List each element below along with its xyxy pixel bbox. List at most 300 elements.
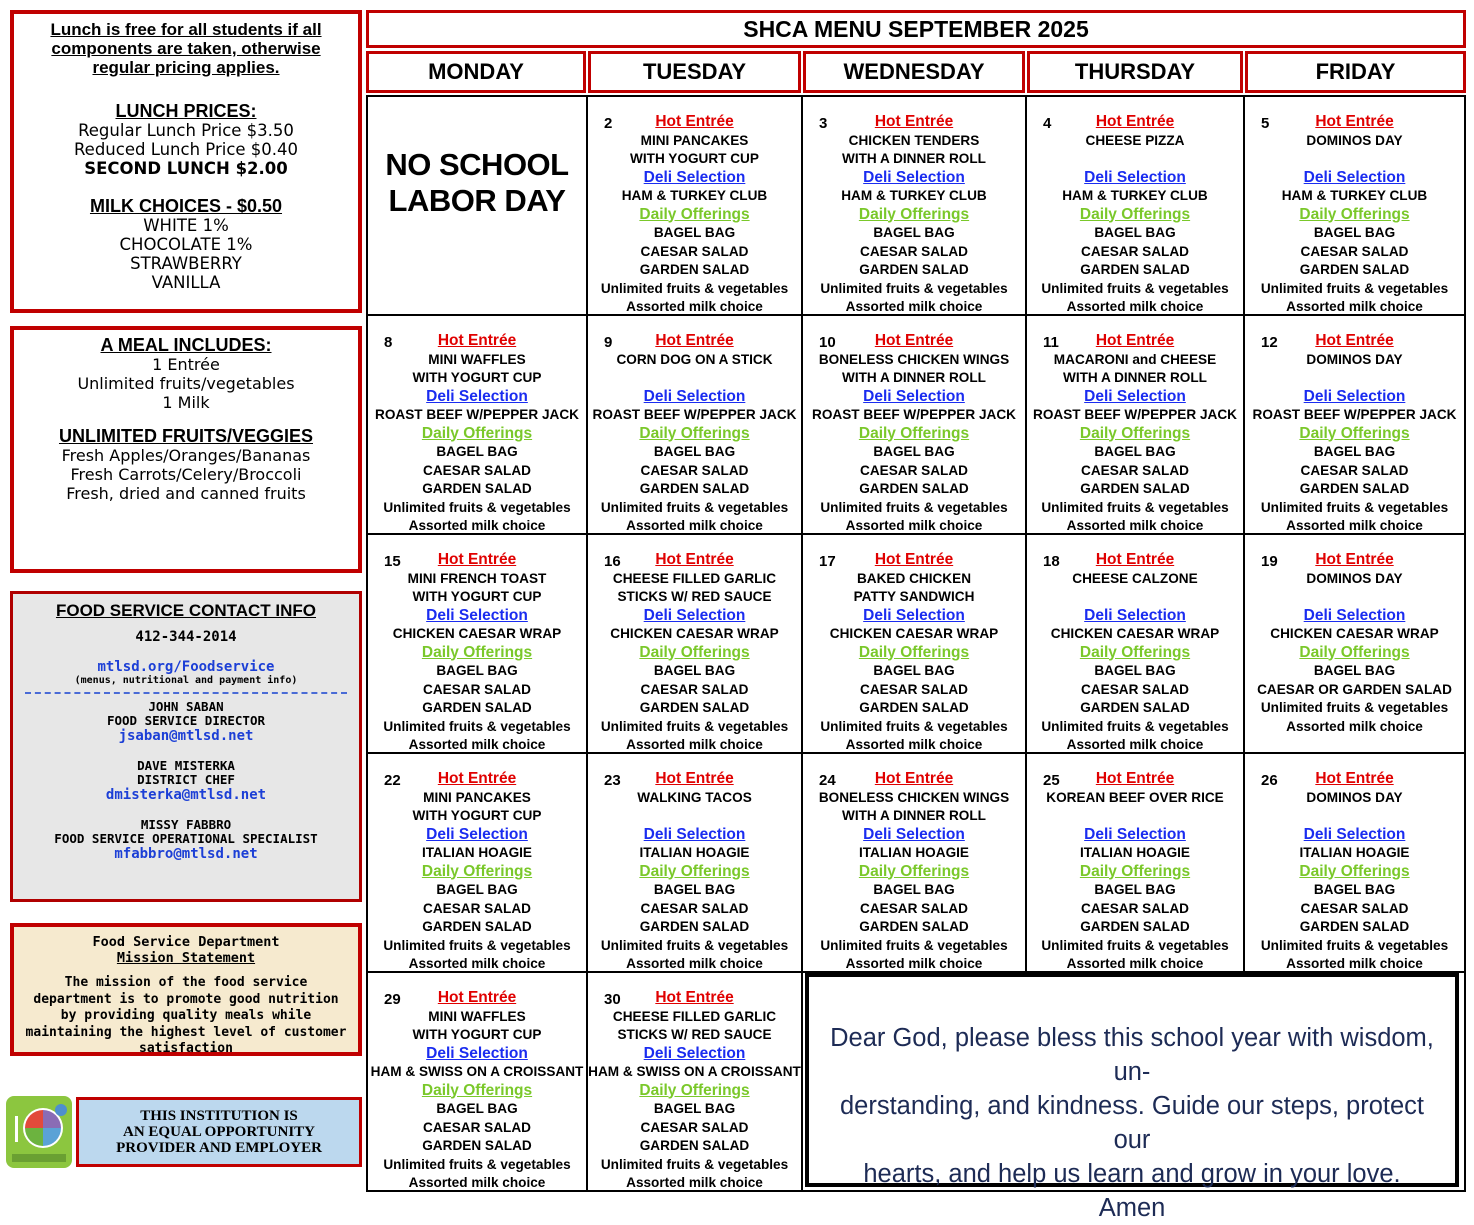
deli-item: HAM & SWISS ON A CROISSANT — [370, 1064, 584, 1079]
deli-selection-label: Deli Selection — [1084, 825, 1186, 843]
daily-item: Unlimited fruits & vegetables — [1260, 280, 1449, 296]
date-number: 15 — [384, 553, 401, 570]
daily-item: CAESAR SALAD — [860, 900, 968, 916]
contact-email[interactable]: jsaban@mtlsd.net — [118, 728, 254, 744]
day-cell-wednesday — [803, 535, 1027, 754]
daily-item: CAESAR SALAD — [640, 900, 749, 916]
day-cell-tuesday — [588, 97, 803, 316]
hot-entree-label: Hot Entrée — [1315, 113, 1394, 130]
date-number: 3 — [819, 115, 828, 132]
daily-item: Assorted milk choice — [1286, 718, 1423, 734]
equal-line: THIS INSTITUTION IS — [140, 1108, 298, 1124]
daily-item: BAGEL BAG — [436, 444, 518, 459]
reduced-price: Reduced Lunch Price $0.40 — [73, 140, 299, 159]
prayer-line: Amen — [1098, 1194, 1166, 1222]
hot-entree-label: Hot Entrée — [1095, 332, 1175, 349]
free-line-3: regular pricing applies. — [92, 58, 280, 77]
hot-entree-item: DOMINOS DAY — [1306, 351, 1403, 367]
daily-item: Unlimited fruits & vegetables — [600, 499, 789, 515]
deli-item: ITALIAN HOAGIE — [421, 845, 532, 860]
day-cell-thursday — [1027, 316, 1245, 535]
daily-item: CAESAR SALAD — [1081, 243, 1189, 259]
equal-opportunity-box — [76, 1097, 362, 1167]
hot-entree-item: CHICKEN TENDERS — [848, 132, 980, 148]
daily-item: CAESAR SALAD — [1300, 462, 1409, 478]
daily-item: GARDEN SALAD — [639, 262, 750, 277]
date-number: 18 — [1043, 553, 1060, 570]
daily-item: Assorted milk choice — [626, 299, 763, 314]
mission-subtitle: Mission Statement — [116, 950, 256, 966]
daily-offerings-label: Daily Offerings — [421, 1081, 533, 1099]
contact-title: DISTRICT CHEF — [137, 772, 235, 787]
menu-items — [1027, 770, 1243, 974]
hot-entree-label: Hot Entrée — [1095, 113, 1175, 130]
daily-item: BAGEL BAG — [653, 225, 736, 240]
menu-items — [368, 770, 586, 974]
hot-entree-item — [1027, 588, 1243, 607]
deli-selection-label: Deli Selection — [643, 1044, 746, 1062]
deli-selection-label: Deli Selection — [863, 825, 965, 843]
prayer-line: Dear God, please bless this school year with wisdom, un- — [830, 1024, 1434, 1086]
date-number: 25 — [1043, 772, 1060, 789]
daily-item: Assorted milk choice — [626, 737, 763, 752]
day-cell-thursday — [1027, 97, 1245, 316]
hot-entree-item — [1027, 150, 1243, 169]
divider — [25, 692, 347, 694]
day-cell-monday — [368, 97, 588, 316]
hot-entree-item: WITH YOGURT CUP — [412, 589, 542, 604]
menu-items — [803, 332, 1025, 536]
hot-entree-item: BAKED CHICKEN — [856, 570, 972, 586]
date-number: 5 — [1261, 115, 1270, 132]
hot-entree-item: CORN DOG ON A STICK — [616, 351, 773, 367]
daily-offerings-label: Daily Offerings — [1299, 862, 1410, 880]
daily-item: Unlimited fruits & vegetables — [600, 718, 789, 734]
date-number: 30 — [604, 991, 621, 1008]
hot-entree-label: Hot Entrée — [1095, 770, 1175, 787]
deli-item: ROAST BEEF W/PEPPER JACK — [1033, 407, 1237, 422]
hot-entree-item: BONELESS CHICKEN WINGS — [818, 789, 1010, 805]
hot-entree-label: Hot Entrée — [1315, 551, 1394, 568]
date-number: 29 — [384, 991, 401, 1008]
prayer-box — [805, 973, 1459, 1222]
daily-item: Assorted milk choice — [408, 737, 546, 752]
daily-offerings-label: Daily Offerings — [858, 424, 970, 442]
day-header-thursday: THURSDAY — [1027, 51, 1243, 93]
menu-items — [588, 332, 801, 536]
day-cell-monday — [368, 973, 588, 1192]
date-number: 16 — [604, 553, 621, 570]
hot-entree-item: CHEESE CALZONE — [1072, 570, 1198, 586]
daily-item: BAGEL BAG — [1313, 225, 1396, 240]
daily-item: GARDEN SALAD — [639, 919, 750, 934]
daily-item: Assorted milk choice — [845, 299, 983, 314]
daily-offerings-label: Daily Offerings — [858, 643, 970, 661]
day-cell-wednesday — [803, 316, 1027, 535]
date-number: 23 — [604, 772, 621, 789]
daily-item: Unlimited fruits & vegetables — [383, 718, 571, 734]
deli-selection-label: Deli Selection — [1084, 606, 1186, 624]
hot-entree-item: BONELESS CHICKEN WINGS — [818, 351, 1010, 367]
daily-item: BAGEL BAG — [873, 444, 955, 459]
deli-selection-label: Deli Selection — [643, 825, 746, 843]
menu-items — [803, 551, 1025, 755]
hot-entree-label: Hot Entrée — [874, 332, 954, 349]
menu-items — [368, 989, 586, 1193]
foodservice-link[interactable]: mtlsd.org/Foodservice — [97, 659, 275, 675]
link-note: (menus, nutritional and payment info) — [74, 675, 298, 686]
hot-entree-item: WITH YOGURT CUP — [412, 370, 542, 385]
contact-title: FOOD SERVICE OPERATIONAL SPECIALIST — [54, 831, 318, 846]
daily-item: CAESAR SALAD — [423, 900, 531, 916]
daily-item: GARDEN SALAD — [639, 700, 750, 715]
daily-item: Unlimited fruits & vegetables — [383, 937, 571, 953]
daily-item: BAGEL BAG — [436, 663, 518, 678]
daily-item: BAGEL BAG — [436, 1101, 518, 1116]
daily-item: GARDEN SALAD — [859, 481, 969, 496]
hot-entree-item: CHEESE PIZZA — [1085, 132, 1185, 148]
date-number: 10 — [819, 334, 836, 351]
deli-selection-label: Deli Selection — [426, 387, 528, 405]
prayer-line: hearts, and help us learn and grow in your love. — [863, 1160, 1401, 1188]
daily-item: GARDEN SALAD — [859, 700, 969, 715]
hot-entree-label: Hot Entrée — [1315, 332, 1394, 349]
hot-entree-item: CHEESE FILLED GARLIC — [612, 1008, 777, 1024]
daily-item: Assorted milk choice — [408, 1175, 546, 1190]
daily-item: CAESAR SALAD — [640, 681, 749, 697]
deli-item: HAM & SWISS ON A CROISSANT — [588, 1064, 801, 1079]
hot-entree-item — [1245, 150, 1464, 169]
daily-item: CAESAR SALAD — [1300, 243, 1409, 259]
daily-item: Assorted milk choice — [1286, 518, 1423, 533]
hot-entree-item — [1245, 807, 1464, 826]
daily-offerings-label: Daily Offerings — [1299, 424, 1410, 442]
deli-item: ROAST BEEF W/PEPPER JACK — [375, 407, 579, 422]
deli-item: ITALIAN HOAGIE — [1299, 845, 1410, 860]
no-school-notice — [368, 147, 586, 219]
hot-entree-item — [1027, 807, 1243, 826]
hot-entree-item: MINI WAFFLES — [428, 351, 526, 367]
hot-entree-item: MINI FRENCH TOAST — [407, 570, 547, 586]
menu-items — [803, 113, 1025, 317]
daily-offerings-label: Daily Offerings — [421, 643, 533, 661]
day-cell-monday — [368, 316, 588, 535]
daily-item: GARDEN SALAD — [422, 700, 532, 715]
free-line-2: components are taken, otherwise — [51, 39, 321, 58]
second-lunch-price: SECOND LUNCH $2.00 — [84, 159, 288, 178]
day-header-wednesday: WEDNESDAY — [803, 51, 1025, 93]
daily-offerings-label: Daily Offerings — [858, 205, 970, 223]
deli-item: ITALIAN HOAGIE — [639, 845, 750, 860]
date-number: 17 — [819, 553, 836, 570]
daily-item: Unlimited fruits & vegetables — [1041, 499, 1229, 515]
daily-item: Assorted milk choice — [845, 956, 983, 971]
daily-item: GARDEN SALAD — [1080, 919, 1190, 934]
hot-entree-label: Hot Entrée — [655, 551, 734, 568]
daily-item: Unlimited fruits & vegetables — [600, 1156, 789, 1172]
daily-item: GARDEN SALAD — [422, 481, 532, 496]
hot-entree-label: Hot Entrée — [874, 770, 954, 787]
daily-offerings-label: Daily Offerings — [639, 1081, 750, 1099]
hot-entree-item — [1245, 588, 1464, 607]
menu-items — [588, 770, 801, 974]
daily-item: GARDEN SALAD — [1299, 262, 1410, 277]
mission-statement-box — [10, 923, 362, 1056]
lunch-prices-heading: LUNCH PRICES: — [115, 101, 257, 121]
meal-item: 1 Entrée — [152, 355, 220, 374]
daily-offerings-label: Daily Offerings — [1299, 205, 1410, 223]
hot-entree-item: WITH A DINNER ROLL — [842, 370, 986, 385]
equal-line: PROVIDER AND EMPLOYER — [116, 1140, 322, 1156]
daily-item: Unlimited fruits & vegetables — [600, 280, 789, 296]
day-header-friday: FRIDAY — [1245, 51, 1466, 93]
daily-item: CAESAR SALAD — [1081, 681, 1189, 697]
daily-item: CAESAR SALAD — [860, 462, 968, 478]
daily-item: CAESAR SALAD — [860, 681, 968, 697]
deli-selection-label: Deli Selection — [426, 1044, 528, 1062]
phone-number: 412-344-2014 — [135, 629, 237, 645]
menu-items — [1245, 551, 1464, 736]
free-lunch-notice — [14, 20, 358, 77]
daily-offerings-label: Daily Offerings — [1299, 643, 1410, 661]
day-cell-monday — [368, 535, 588, 754]
hot-entree-item: CHEESE FILLED GARLIC — [612, 570, 777, 586]
daily-item: Unlimited fruits & vegetables — [600, 937, 789, 953]
daily-item: GARDEN SALAD — [859, 919, 969, 934]
daily-item: CAESAR SALAD — [1081, 462, 1189, 478]
daily-item: CAESAR SALAD — [640, 462, 749, 478]
daily-item: CAESAR SALAD — [423, 681, 531, 697]
daily-item: BAGEL BAG — [1094, 663, 1176, 678]
daily-item: CAESAR SALAD — [423, 1119, 531, 1135]
daily-item: CAESAR SALAD — [1081, 900, 1189, 916]
deli-item: HAM & TURKEY CLUB — [1281, 188, 1428, 203]
day-cell-tuesday — [588, 535, 803, 754]
daily-item: GARDEN SALAD — [1080, 700, 1190, 715]
daily-item: BAGEL BAG — [1094, 225, 1176, 240]
date-number: 26 — [1261, 772, 1278, 789]
menu-items — [1245, 113, 1464, 317]
daily-item: Assorted milk choice — [626, 956, 763, 971]
daily-offerings-label: Daily Offerings — [1079, 205, 1191, 223]
date-number: 22 — [384, 772, 401, 789]
day-cell-friday — [1245, 535, 1464, 754]
daily-item: BAGEL BAG — [1094, 882, 1176, 897]
hot-entree-item: WITH YOGURT CUP — [412, 1027, 542, 1042]
menu-items — [368, 332, 586, 536]
daily-offerings-label: Daily Offerings — [1079, 424, 1191, 442]
daily-item: BAGEL BAG — [873, 225, 955, 240]
daily-item: BAGEL BAG — [873, 882, 955, 897]
date-number: 19 — [1261, 553, 1278, 570]
date-number: 9 — [604, 334, 613, 351]
day-cell-monday — [368, 754, 588, 973]
daily-offerings-label: Daily Offerings — [639, 862, 750, 880]
daily-item: Assorted milk choice — [1066, 299, 1204, 314]
milk-choices-heading: MILK CHOICES - $0.50 — [89, 196, 283, 216]
hot-entree-item: WALKING TACOS — [637, 789, 752, 805]
hot-entree-item: WITH YOGURT CUP — [630, 151, 759, 166]
menu-items — [1027, 113, 1243, 317]
hot-entree-label: Hot Entrée — [437, 989, 517, 1006]
menu-items — [368, 551, 586, 755]
daily-offerings-label: Daily Offerings — [1079, 643, 1191, 661]
hot-entree-item: WITH YOGURT CUP — [412, 808, 542, 823]
deli-item: HAM & TURKEY CLUB — [621, 188, 768, 203]
daily-item: BAGEL BAG — [653, 444, 736, 459]
deli-item: ITALIAN HOAGIE — [1079, 845, 1190, 860]
menu-items — [588, 551, 801, 755]
deli-selection-label: Deli Selection — [1303, 168, 1406, 186]
daily-item: Assorted milk choice — [845, 737, 983, 752]
mission-title: Food Service Department — [92, 934, 280, 950]
daily-item: Unlimited fruits & vegetables — [1260, 700, 1449, 715]
contact-title: FOOD SERVICE DIRECTOR — [106, 713, 266, 728]
deli-item: CHICKEN CAESAR WRAP — [1270, 626, 1439, 641]
deli-selection-label: Deli Selection — [643, 387, 746, 405]
prayer-line: derstanding, and kindness. Guide our steps, protect our — [839, 1092, 1425, 1154]
daily-offerings-label: Daily Offerings — [421, 424, 533, 442]
hot-entree-item: STICKS W/ RED SAUCE — [617, 1027, 772, 1042]
contact-name: MISSY FABBRO — [140, 817, 232, 832]
daily-item: Unlimited fruits & vegetables — [820, 499, 1008, 515]
hot-entree-item: KOREAN BEEF OVER RICE — [1046, 789, 1224, 805]
hot-entree-item: DOMINOS DAY — [1306, 132, 1403, 148]
contact-info-box — [10, 591, 362, 902]
deli-selection-label: Deli Selection — [1084, 168, 1186, 186]
unlimited-veggies-heading: UNLIMITED FRUITS/VEGGIES — [58, 426, 313, 446]
mission-text: The mission of the food service department is to promote good nutrition by providing quality meals while maintaining the highest level of customer satisfaction — [25, 975, 347, 1056]
contact-name: JOHN SABAN — [148, 699, 224, 714]
daily-item: Unlimited fruits & vegetables — [1260, 937, 1449, 953]
meal-item: Unlimited fruits/vegetables — [77, 374, 295, 393]
deli-selection-label: Deli Selection — [1084, 387, 1186, 405]
deli-item: ROAST BEEF W/PEPPER JACK — [592, 407, 797, 422]
hot-entree-label: Hot Entrée — [437, 770, 517, 787]
deli-selection-label: Deli Selection — [1303, 606, 1406, 624]
daily-item: BAGEL BAG — [653, 663, 736, 678]
deli-selection-label: Deli Selection — [863, 387, 965, 405]
hot-entree-label: Hot Entrée — [655, 113, 734, 130]
deli-item: CHICKEN CAESAR WRAP — [1050, 626, 1220, 641]
date-number: 2 — [604, 115, 613, 132]
date-number: 24 — [819, 772, 836, 789]
veg-item: Fresh Carrots/Celery/Broccoli — [70, 465, 302, 484]
daily-item: GARDEN SALAD — [639, 481, 750, 496]
date-number: 4 — [1043, 115, 1052, 132]
daily-item: Unlimited fruits & vegetables — [383, 1156, 571, 1172]
meal-includes-box — [10, 326, 362, 573]
day-cell-thursday — [1027, 535, 1245, 754]
contact-heading: FOOD SERVICE CONTACT INFO — [55, 601, 317, 620]
daily-item: Unlimited fruits & vegetables — [1041, 280, 1229, 296]
daily-item: Assorted milk choice — [1286, 299, 1423, 314]
daily-offerings-label: Daily Offerings — [1079, 862, 1191, 880]
daily-offerings-label: Daily Offerings — [858, 862, 970, 880]
hot-entree-label: Hot Entrée — [1095, 551, 1175, 568]
daily-item: GARDEN SALAD — [1080, 481, 1190, 496]
hot-entree-item: WITH A DINNER ROLL — [1063, 370, 1207, 385]
deli-selection-label: Deli Selection — [1303, 825, 1406, 843]
daily-offerings-label: Daily Offerings — [639, 643, 750, 661]
deli-item: ROAST BEEF W/PEPPER JACK — [812, 407, 1016, 422]
hot-entree-item: MACARONI and CHEESE — [1053, 351, 1217, 367]
veg-item: Fresh, dried and canned fruits — [66, 484, 306, 503]
deli-selection-label: Deli Selection — [1303, 387, 1406, 405]
menu-items — [1245, 332, 1464, 536]
day-cell-wednesday — [803, 754, 1027, 973]
hot-entree-item: MINI PANCAKES — [640, 132, 749, 148]
daily-item: Unlimited fruits & vegetables — [1041, 718, 1229, 734]
menu-items — [1027, 332, 1243, 536]
deli-selection-label: Deli Selection — [863, 606, 965, 624]
hot-entree-item — [1245, 369, 1464, 388]
no-school-line: NO SCHOOL — [385, 147, 569, 182]
contact-name: DAVE MISTERKA — [137, 758, 235, 773]
daily-item: Assorted milk choice — [1066, 737, 1204, 752]
daily-item: CAESAR SALAD — [860, 243, 968, 259]
daily-item: GARDEN SALAD — [639, 1138, 750, 1153]
deli-item: ROAST BEEF W/PEPPER JACK — [1252, 407, 1457, 422]
deli-item: ITALIAN HOAGIE — [858, 845, 969, 860]
hot-entree-item: STICKS W/ RED SAUCE — [617, 589, 772, 604]
labor-day-line: LABOR DAY — [388, 183, 566, 218]
hot-entree-label: Hot Entrée — [655, 989, 734, 1006]
daily-item: BAGEL BAG — [436, 882, 518, 897]
daily-item: GARDEN SALAD — [859, 262, 969, 277]
hot-entree-item — [588, 369, 801, 388]
hot-entree-item: MINI PANCAKES — [423, 789, 531, 805]
contact-email[interactable]: mfabbro@mtlsd.net — [114, 846, 258, 862]
date-number: 11 — [1043, 334, 1059, 351]
daily-item: GARDEN SALAD — [1299, 919, 1410, 934]
daily-item: BAGEL BAG — [653, 882, 736, 897]
hot-entree-label: Hot Entrée — [437, 332, 517, 349]
daily-item: BAGEL BAG — [1313, 882, 1396, 897]
daily-item: Assorted milk choice — [845, 518, 983, 533]
contact-email[interactable]: dmisterka@mtlsd.net — [105, 787, 267, 803]
day-header-monday: MONDAY — [366, 51, 586, 93]
daily-item: BAGEL BAG — [1094, 444, 1176, 459]
day-cell-thursday — [1027, 754, 1245, 973]
daily-item: Unlimited fruits & vegetables — [820, 280, 1008, 296]
equal-line: AN EQUAL OPPORTUNITY — [123, 1124, 315, 1140]
hot-entree-item: WITH A DINNER ROLL — [842, 808, 986, 823]
daily-item: Assorted milk choice — [1066, 956, 1204, 971]
daily-item: Unlimited fruits & vegetables — [820, 718, 1008, 734]
deli-selection-label: Deli Selection — [643, 606, 746, 624]
hot-entree-label: Hot Entrée — [874, 113, 954, 130]
menu-items — [588, 113, 801, 317]
day-cell-tuesday — [588, 316, 803, 535]
menu-items — [588, 989, 801, 1193]
daily-item: Assorted milk choice — [1286, 956, 1423, 971]
daily-item: GARDEN SALAD — [1080, 262, 1190, 277]
daily-item: BAGEL BAG — [1313, 444, 1396, 459]
date-number: 12 — [1261, 334, 1278, 351]
daily-item: Assorted milk choice — [408, 518, 546, 533]
daily-item: CAESAR OR GARDEN SALAD — [1257, 681, 1452, 697]
deli-selection-label: Deli Selection — [426, 606, 528, 624]
menu-items — [803, 770, 1025, 974]
daily-item: BAGEL BAG — [653, 1101, 736, 1116]
deli-item: CHICKEN CAESAR WRAP — [392, 626, 562, 641]
daily-item: Assorted milk choice — [1066, 518, 1204, 533]
daily-item: Unlimited fruits & vegetables — [383, 499, 571, 515]
menu-items — [1245, 770, 1464, 974]
deli-selection-label: Deli Selection — [863, 168, 965, 186]
milk-item: STRAWBERRY — [130, 254, 242, 273]
